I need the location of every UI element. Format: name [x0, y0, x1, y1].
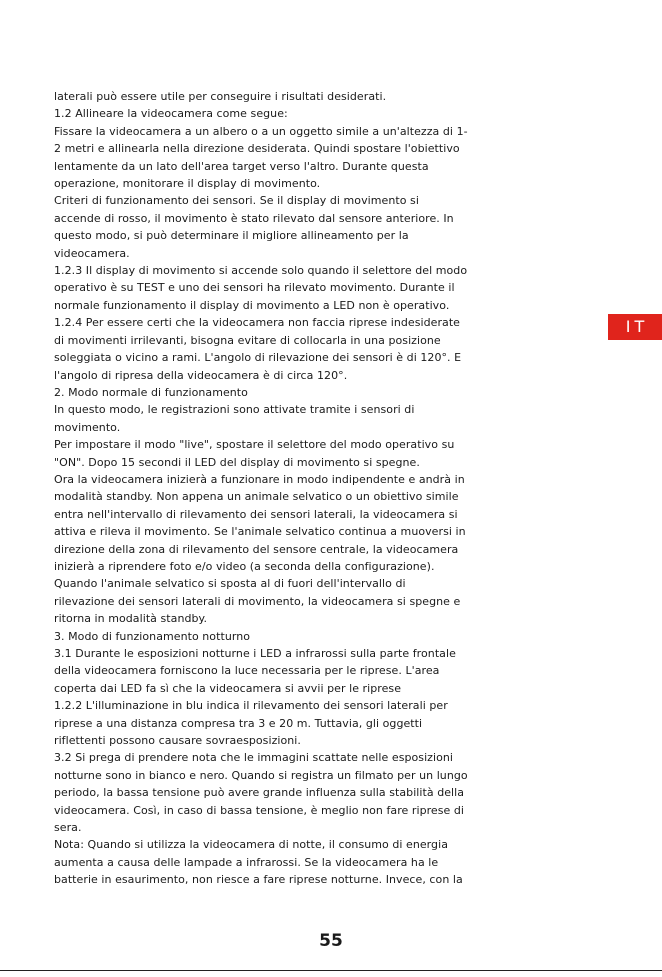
text-line: entra nell'intervallo di rilevamento dei sensori laterali, la videocamera si — [54, 507, 458, 521]
text-line: sera. — [54, 821, 82, 835]
text-line: Criteri di funzionamento dei sensori. Se il display di movimento si — [54, 194, 419, 208]
text-line: In questo modo, le registrazioni sono attivate tramite i sensori di — [54, 403, 415, 417]
text-line: della videocamera forniscono la luce necessaria per le riprese. L'area — [54, 664, 440, 678]
text-line: rilevazione dei sensori laterali di movimento, la videocamera si spegne e — [54, 594, 461, 608]
text-line: 1.2.2 L'illuminazione in blu indica il rilevamento dei sensori laterali per — [54, 699, 448, 713]
text-line: inizierà a riprendere foto e/o video (a seconda della configurazione). — [54, 559, 435, 573]
text-line: aumenta a causa delle lampade a infrarossi. Se la videocamera ha le — [54, 855, 439, 869]
text-line: coperta dai LED fa sì che la videocamera si avvii per le riprese — [54, 681, 402, 695]
text-line: videocamera. Così, in caso di bassa tensione, è meglio non fare riprese di — [54, 803, 465, 817]
text-line: riflettenti possono causare sovraesposizioni. — [54, 734, 301, 748]
text-line: laterali può essere utile per conseguire i risultati desiderati. — [54, 90, 387, 103]
text-line: riprese a una distanza compresa tra 3 e 20 m. Tuttavia, gli oggetti — [54, 716, 423, 730]
text-line: accende di rosso, il movimento è stato rilevato dal sensore anteriore. In — [54, 211, 454, 225]
text-line: ritorna in modalità standby. — [54, 612, 208, 626]
text-line: questo modo, si può determinare il migliore allineamento per la — [54, 229, 409, 243]
text-line: 2 metri e allinearla nella direzione desiderata. Quindi spostare l'obiettivo — [54, 142, 460, 156]
text-line: videocamera. — [54, 246, 130, 260]
text-line: Nota: Quando si utilizza la videocamera di notte, il consumo di energia — [54, 838, 448, 852]
text-line: soleggiata o vicino a rami. L'angolo di rilevazione dei sensori è di 120°. E — [54, 351, 462, 365]
text-line: modalità standby. Non appena un animale selvatico o un obiettivo simile — [54, 490, 459, 504]
text-line: periodo, la bassa tensione può avere grande influenza sulla stabilità della — [54, 786, 465, 800]
text-line: 3.1 Durante le esposizioni notturne i LED a infrarossi sulla parte frontale — [54, 647, 456, 660]
text-line: attiva e rileva il movimento. Se l'animale selvatico continua a muoversi in — [54, 525, 466, 539]
text-line: Fissare la videocamera a un albero o a un oggetto simile a un'altezza di 1- — [54, 124, 468, 138]
text-line: Per impostare il modo "live", spostare il selettore del modo operativo su — [54, 438, 455, 452]
language-tab: IT — [608, 314, 662, 340]
text-line: notturne sono in bianco e nero. Quando si registra un filmato per un lungo — [54, 768, 468, 782]
text-line: operazione, monitorare il display di movimento. — [54, 177, 321, 191]
text-line: "ON". Dopo 15 secondi il LED del display di movimento si spegne. — [54, 455, 420, 469]
page-number: 55 — [319, 931, 343, 951]
text-line: normale funzionamento il display di movimento a LED non è operativo. — [54, 298, 450, 312]
bottom-rule — [0, 970, 662, 971]
text-line: direzione della zona di rilevamento del sensore centrale, la videocamera — [54, 542, 459, 556]
text-line: 3. Modo di funzionamento notturno — [54, 629, 251, 643]
text-line: operativo è su TEST e uno dei sensori ha rilevato movimento. Durante il — [54, 281, 455, 295]
text-line: di movimenti irrilevanti, bisogna evitare di collocarla in una posizione — [54, 333, 441, 347]
text-line: 1.2.3 Il display di movimento si accende solo quando il selettore del modo — [54, 264, 468, 278]
text-line: 3.2 Si prega di prendere nota che le immagini scattate nelle esposizioni — [54, 751, 454, 765]
text-line: 1.2 Allineare la videocamera come segue: — [54, 107, 288, 121]
body-text — [54, 88, 614, 889]
text-line: batterie in esaurimento, non riesce a fare riprese notturne. Invece, con la — [54, 873, 463, 887]
text-line: 1.2.4 Per essere certi che la videocamera non faccia riprese indesiderate — [54, 316, 460, 330]
text-line: Ora la videocamera inizierà a funzionare in modo indipendente e andrà in — [54, 472, 465, 486]
text-line: 2. Modo normale di funzionamento — [54, 385, 248, 399]
text-line: lentamente da un lato dell'area target verso l'altro. Durante questa — [54, 159, 429, 173]
text-line: movimento. — [54, 420, 121, 434]
text-line: Quando l'animale selvatico si sposta al di fuori dell'intervallo di — [54, 577, 406, 591]
text-line: l'angolo di ripresa della videocamera è di circa 120°. — [54, 368, 348, 382]
